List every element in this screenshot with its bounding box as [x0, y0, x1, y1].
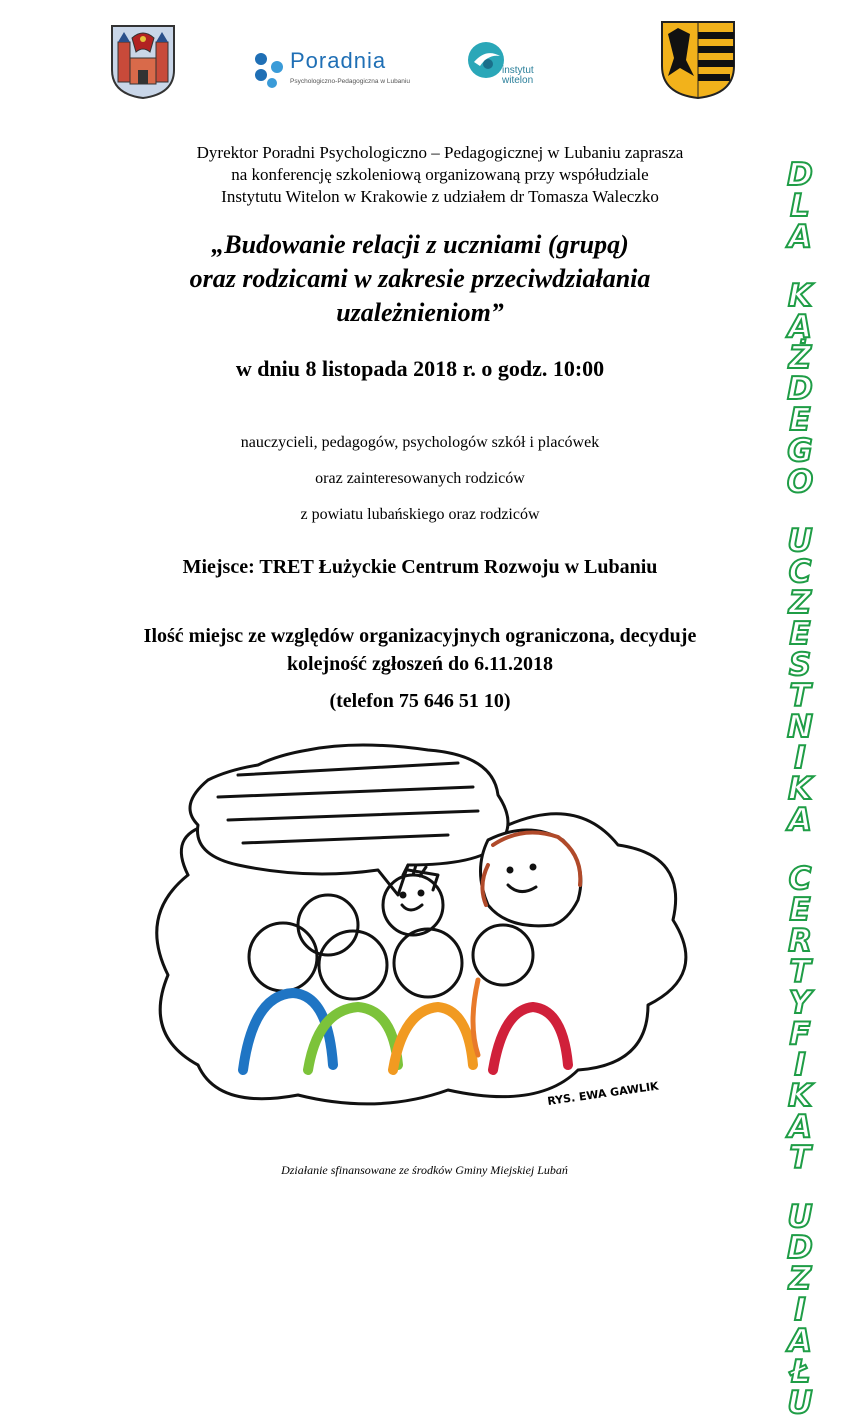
banner-letter: R: [788, 923, 812, 959]
banner-letter: A: [788, 1323, 812, 1359]
title-line: „Budowanie relacji z uczniami (grupą): [211, 230, 629, 259]
title-line: uzależnieniom”: [336, 298, 504, 327]
limit-line: Ilość miejsc ze względów organizacyjnych ograniczona, decyduje: [143, 625, 697, 647]
banner-letter: I: [794, 1292, 806, 1328]
banner-letter: N: [787, 709, 813, 745]
banner-letter: S: [788, 647, 812, 683]
seat-limit: [70, 622, 770, 678]
logo-row: [0, 18, 849, 108]
instytut-line2: witelon: [502, 75, 534, 86]
banner-letter: C: [788, 861, 812, 897]
banner-word: [770, 523, 830, 838]
banner-letter: T: [789, 678, 811, 714]
banner-letter: A: [788, 1109, 812, 1145]
funding-footer: Działanie sfinansowane ze środków Gminy Miejskiej Lubań: [281, 1163, 568, 1177]
phone: (telefon 75 646 51 10): [329, 690, 511, 712]
banner-letter: U: [787, 523, 813, 559]
certificate-banner: [770, 157, 830, 1421]
banner-word: [770, 278, 830, 500]
banner-word: [770, 861, 830, 1176]
limit-line: kolejność zgłoszeń do 6.11.2018: [286, 653, 554, 675]
banner-letter: E: [789, 402, 811, 438]
banner-letter: Ż: [788, 340, 812, 376]
banner-letter: A: [788, 309, 812, 345]
intro-line: Instytutu Witelon w Krakowie z udziałem dr Tomasza Waleczko: [221, 187, 659, 206]
banner-letter: I: [794, 1047, 806, 1083]
group-discussion-illustration: [148, 725, 708, 1125]
banner-letter: F: [789, 1016, 811, 1052]
intro-line: na konferencję szkoleniową organizowaną przy współudziale: [231, 165, 649, 184]
banner-word: [770, 1199, 830, 1421]
banner-letter: Ł: [789, 1354, 811, 1390]
illustration-signature: RYS. EWA GAWLIK: [546, 1079, 660, 1108]
banner-letter: D: [787, 157, 813, 193]
city-crest-icon: [110, 24, 176, 100]
banner-letter: K: [787, 278, 813, 314]
instytut-logo: [466, 40, 556, 100]
instytut-mark-icon: [466, 40, 506, 80]
banner-letter: U: [787, 1385, 813, 1421]
banner-letter: D: [787, 1230, 813, 1266]
instytut-line1: instytut: [502, 65, 534, 76]
banner-letter: G: [787, 433, 813, 469]
audience-line: oraz zainteresowanych rodziców: [315, 470, 525, 487]
intro-line: Dyrektor Poradni Psychologiczno – Pedagogicznej w Lubaniu zaprasza: [196, 143, 684, 162]
poradnia-name: Poradnia: [290, 48, 387, 73]
banner-letter: E: [789, 892, 811, 928]
poradnia-subtitle: Psychologiczno-Pedagogiczna w Lubaniu: [290, 78, 410, 85]
audience-line: nauczycieli, pedagogów, psychologów szkół i placówek: [240, 434, 600, 451]
banner-letter: K: [787, 771, 813, 807]
banner-letter: O: [786, 464, 814, 500]
audience-line: z powiatu lubańskiego oraz rodziców: [300, 506, 540, 523]
banner-letter: C: [788, 554, 812, 590]
event-place: Miejsce: TRET Łużyckie Centrum Rozwoju w Lubaniu: [182, 556, 658, 578]
banner-letter: E: [789, 616, 811, 652]
banner-letter: T: [789, 954, 811, 990]
banner-letter: U: [787, 1199, 813, 1235]
banner-word: [770, 157, 830, 255]
poradnia-mark-icon: [252, 50, 286, 90]
event-date: w dniu 8 listopada 2018 r. o godz. 10:00: [235, 356, 605, 381]
banner-letter: K: [787, 1078, 813, 1114]
banner-letter: Y: [788, 985, 812, 1021]
title-line: oraz rodzicami w zakresie przeciwdziałania: [189, 264, 651, 293]
banner-letter: A: [788, 802, 812, 838]
county-crest-icon: [660, 20, 736, 100]
banner-letter: D: [787, 371, 813, 407]
poradnia-logo: [252, 48, 422, 98]
audience: [90, 425, 750, 533]
intro-text: [110, 142, 770, 208]
banner-letter: L: [790, 188, 810, 224]
banner-letter: A: [788, 219, 812, 255]
banner-letter: Z: [788, 1261, 812, 1297]
banner-letter: I: [794, 740, 806, 776]
banner-letter: Z: [788, 585, 812, 621]
banner-letter: T: [789, 1140, 811, 1176]
conference-title: [90, 228, 750, 330]
